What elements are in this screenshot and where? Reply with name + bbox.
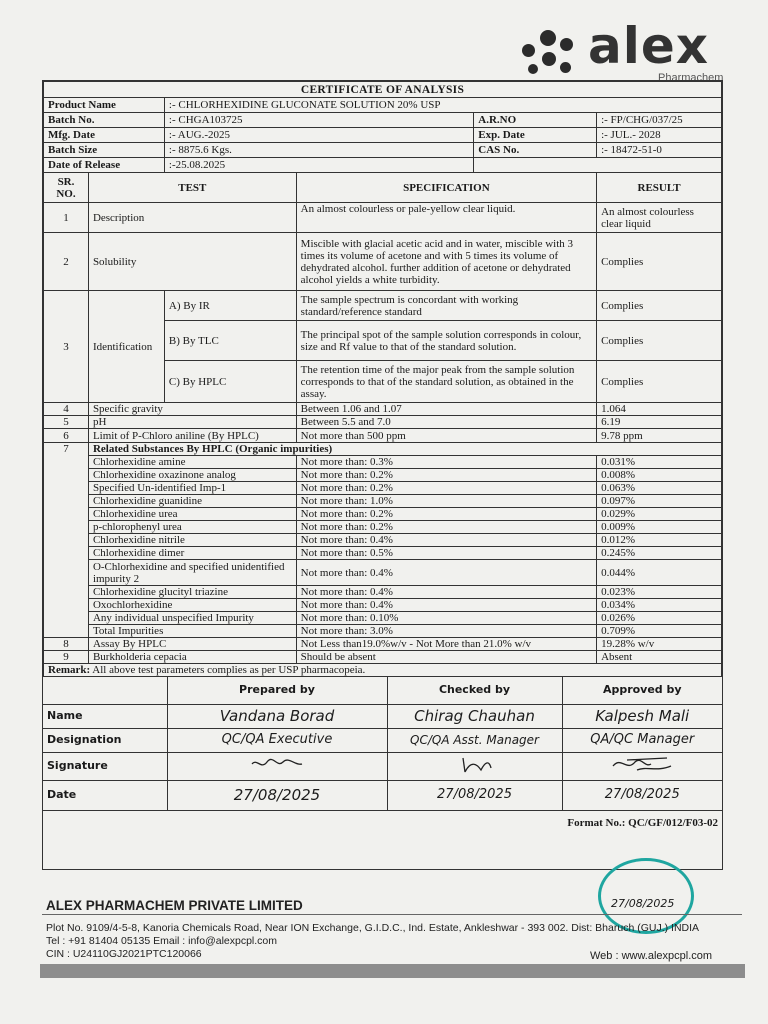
sr-no-header: SR. NO. <box>44 173 89 203</box>
approved-signature-mark <box>607 754 677 776</box>
prepared-by-header: Prepared by <box>167 677 387 704</box>
logo-wordmark: alex <box>588 17 710 75</box>
footer-band <box>40 964 745 978</box>
test-sr: 1 <box>44 203 89 233</box>
impurity-spec: Not more than: 0.2% <box>296 482 596 495</box>
impurity-name: Chlorhexidine dimer <box>88 547 296 560</box>
product-name-value: :- CHLORHEXIDINE GLUCONATE SOLUTION 20% USP <box>164 98 721 113</box>
test-header: TEST <box>88 173 296 203</box>
checked-date: 27/08/2025 <box>387 780 562 810</box>
test-spec: Between 1.06 and 1.07 <box>296 403 596 416</box>
test-result: 1.064 <box>597 403 722 416</box>
test-sr: 8 <box>44 638 89 651</box>
impurity-name: Chlorhexidine urea <box>88 508 296 521</box>
prepared-signature <box>167 752 387 780</box>
impurity-name: Chlorhexidine oxazinone analog <box>88 469 296 482</box>
checked-signature <box>387 752 562 780</box>
identification-hplc-result: Complies <box>597 361 722 403</box>
test-name: pH <box>88 416 296 429</box>
impurity-name: Total Impurities <box>88 625 296 638</box>
release-date-label: Date of Release <box>44 158 165 173</box>
approved-designation: QA/QC Manager <box>562 728 722 752</box>
batch-value: :- CHGA103725 <box>164 113 473 128</box>
impurity-spec: Not more than: 0.5% <box>296 547 596 560</box>
test-spec: Miscible with glacial acetic acid and in water, miscible with 3 times its volume of acetone and with 5 times its volume of dehydrated alcohol. further addition of acetone or dehydrated alcohol yields a white turbidity. <box>296 233 596 291</box>
stamp-date: 27/08/2025 <box>611 897 675 910</box>
impurity-spec: Not more than: 3.0% <box>296 625 596 638</box>
test-spec: Not more than 500 ppm <box>296 429 596 443</box>
test-sr: 6 <box>44 429 89 443</box>
certificate-table <box>43 81 722 677</box>
batch-label: Batch No. <box>44 113 165 128</box>
mfg-date-label: Mfg. Date <box>44 128 165 143</box>
batch-size-value: :- 8875.6 Kgs. <box>164 143 473 158</box>
impurity-spec: Not more than: 1.0% <box>296 495 596 508</box>
designation-label: Designation <box>43 728 167 752</box>
checked-by-header: Checked by <box>387 677 562 704</box>
mfg-date-value: :- AUG.-2025 <box>164 128 473 143</box>
specification-header: SPECIFICATION <box>296 173 596 203</box>
impurity-result: 0.009% <box>597 521 722 534</box>
checked-name: Chirag Chauhan <box>387 704 562 728</box>
test-sr: 5 <box>44 416 89 429</box>
identification-hplc-spec: The retention time of the major peak from the sample solution corresponds to that of the standard solution, as obtained in the assay. <box>296 361 596 403</box>
test-result: 6.19 <box>597 416 722 429</box>
impurity-row <box>44 547 722 560</box>
related-substances-heading: Related Substances By HPLC (Organic impurities) <box>88 443 721 456</box>
prepared-designation: QC/QA Executive <box>167 728 387 752</box>
release-date-value: :-25.08.2025 <box>164 158 473 173</box>
impurity-row <box>44 586 722 599</box>
arno-label: A.R.NO <box>474 113 597 128</box>
impurity-result: 0.031% <box>597 456 722 469</box>
test-spec: An almost colourless or pale-yellow clear liquid. <box>296 203 596 233</box>
impurity-result: 0.026% <box>597 612 722 625</box>
website: Web : www.alexpcpl.com <box>590 950 713 962</box>
result-header: RESULT <box>597 173 722 203</box>
exp-date-label: Exp. Date <box>474 128 597 143</box>
impurity-result: 0.245% <box>597 547 722 560</box>
impurity-spec: Not more than: 0.4% <box>296 586 596 599</box>
impurity-row <box>44 534 722 547</box>
format-row <box>43 810 722 835</box>
impurity-name: p-chlorophenyl urea <box>88 521 296 534</box>
approved-date: 27/08/2025 <box>562 780 722 810</box>
checked-signature-mark <box>455 754 495 776</box>
certificate-title: CERTIFICATE OF ANALYSIS <box>44 82 722 98</box>
certificate-frame <box>42 80 723 870</box>
logo-mark-icon <box>520 26 580 78</box>
impurity-name: Chlorhexidine guanidine <box>88 495 296 508</box>
impurity-spec: Not more than: 0.2% <box>296 469 596 482</box>
test-result: Absent <box>597 651 722 664</box>
cin-line: CIN : U24110GJ2021PTC120066 <box>46 948 202 960</box>
impurity-spec: Not more than: 0.2% <box>296 508 596 521</box>
remark-text: All above test parameters complies as per USP pharmacopeia. <box>90 664 366 676</box>
test-name: Limit of P-Chloro aniline (By HPLC) <box>88 429 296 443</box>
test-spec: Should be absent <box>296 651 596 664</box>
impurity-name: Any individual unspecified Impurity <box>88 612 296 625</box>
product-name-label: Product Name <box>44 98 165 113</box>
identification-tlc-spec: The principal spot of the sample solution corresponds in colour, size and Rf value to that of the standard solution. <box>296 321 596 361</box>
test-spec: Not Less than19.0%w/v - Not More than 21.0% w/v <box>296 638 596 651</box>
test-name: Identification <box>88 291 164 403</box>
impurity-row <box>44 625 722 638</box>
impurity-result: 0.008% <box>597 469 722 482</box>
impurity-result: 0.012% <box>597 534 722 547</box>
test-sr: 4 <box>44 403 89 416</box>
prepared-date: 27/08/2025 <box>167 780 387 810</box>
impurity-result: 0.023% <box>597 586 722 599</box>
batch-size-label: Batch Size <box>44 143 165 158</box>
impurity-row <box>44 495 722 508</box>
impurity-row <box>44 482 722 495</box>
checked-designation: QC/QA Asst. Manager <box>387 728 562 752</box>
impurity-name: Chlorhexidine glucityl triazine <box>88 586 296 599</box>
test-name: Solubility <box>88 233 296 291</box>
approved-by-header: Approved by <box>562 677 722 704</box>
logo-subtitle: Pharmachem <box>658 72 724 84</box>
impurity-spec: Not more than: 0.3% <box>296 456 596 469</box>
address-line: Plot No. 9109/4-5-8, Kanoria Chemicals Road, Near ION Exchange, G.I.D.C., Ind. Estate, Ankleshwar - 393 002. Dist: Bharuch (GUJ.) INDIA <box>46 922 700 934</box>
format-number: Format No.: QC/GF/012/F03-02 <box>567 817 718 829</box>
remark <box>44 664 722 677</box>
impurity-spec: Not more than: 0.4% <box>296 599 596 612</box>
impurity-result: 0.044% <box>597 560 722 586</box>
test-name: Assay By HPLC <box>88 638 296 651</box>
test-result: An almost colourless clear liquid <box>597 203 722 233</box>
impurity-name: Oxochlorhexidine <box>88 599 296 612</box>
signoff-table <box>43 677 722 810</box>
identification-tlc-result: Complies <box>597 321 722 361</box>
impurity-result: 0.029% <box>597 508 722 521</box>
impurity-row <box>44 469 722 482</box>
contact-line: Tel : +91 81404 05135 Email : info@alexpcpl.com <box>46 935 278 947</box>
signature-label: Signature <box>43 752 167 780</box>
test-spec: Between 5.5 and 7.0 <box>296 416 596 429</box>
arno-value: :- FP/CHG/037/25 <box>597 113 722 128</box>
impurity-spec: Not more than: 0.10% <box>296 612 596 625</box>
date-label: Date <box>43 780 167 810</box>
impurity-name: O-Chlorhexidine and specified unidentified impurity 2 <box>88 560 296 586</box>
name-label: Name <box>43 704 167 728</box>
cas-label: CAS No. <box>474 143 597 158</box>
exp-date-value: :- JUL.- 2028 <box>597 128 722 143</box>
identification-hplc-label: C) By HPLC <box>164 361 296 403</box>
identification-tlc-label: B) By TLC <box>164 321 296 361</box>
impurity-result: 0.063% <box>597 482 722 495</box>
test-sr: 7 <box>44 443 89 638</box>
company-logo <box>520 18 745 88</box>
prepared-signature-mark <box>247 756 307 774</box>
impurity-spec: Not more than: 0.4% <box>296 560 596 586</box>
test-result: Complies <box>597 233 722 291</box>
impurity-spec: Not more than: 0.4% <box>296 534 596 547</box>
impurity-row <box>44 508 722 521</box>
impurity-spec: Not more than: 0.2% <box>296 521 596 534</box>
impurity-name: Chlorhexidine nitrile <box>88 534 296 547</box>
impurity-row <box>44 599 722 612</box>
test-name: Specific gravity <box>88 403 296 416</box>
identification-ir-result: Complies <box>597 291 722 321</box>
cas-value: :- 18472-51-0 <box>597 143 722 158</box>
impurity-name: Chlorhexidine amine <box>88 456 296 469</box>
test-sr: 2 <box>44 233 89 291</box>
test-sr: 3 <box>44 291 89 403</box>
company-name: ALEX PHARMACHEM PRIVATE LIMITED <box>46 898 303 913</box>
impurity-row <box>44 456 722 469</box>
test-result: 19.28% w/v <box>597 638 722 651</box>
test-name: Description <box>88 203 296 233</box>
identification-ir-spec: The sample spectrum is concordant with working standard/reference standard <box>296 291 596 321</box>
test-name: Burkholderia cepacia <box>88 651 296 664</box>
approved-signature <box>562 752 722 780</box>
approved-name: Kalpesh Mali <box>562 704 722 728</box>
impurity-row <box>44 560 722 586</box>
impurity-result: 0.709% <box>597 625 722 638</box>
impurity-row <box>44 521 722 534</box>
impurity-row <box>44 612 722 625</box>
impurity-result: 0.097% <box>597 495 722 508</box>
impurity-result: 0.034% <box>597 599 722 612</box>
identification-ir-label: A) By IR <box>164 291 296 321</box>
test-result: 9.78 ppm <box>597 429 722 443</box>
footer-divider <box>42 914 742 915</box>
test-sr: 9 <box>44 651 89 664</box>
remark-label: Remark: <box>48 664 91 676</box>
prepared-name: Vandana Borad <box>167 704 387 728</box>
impurity-name: Specified Un-identified Imp-1 <box>88 482 296 495</box>
